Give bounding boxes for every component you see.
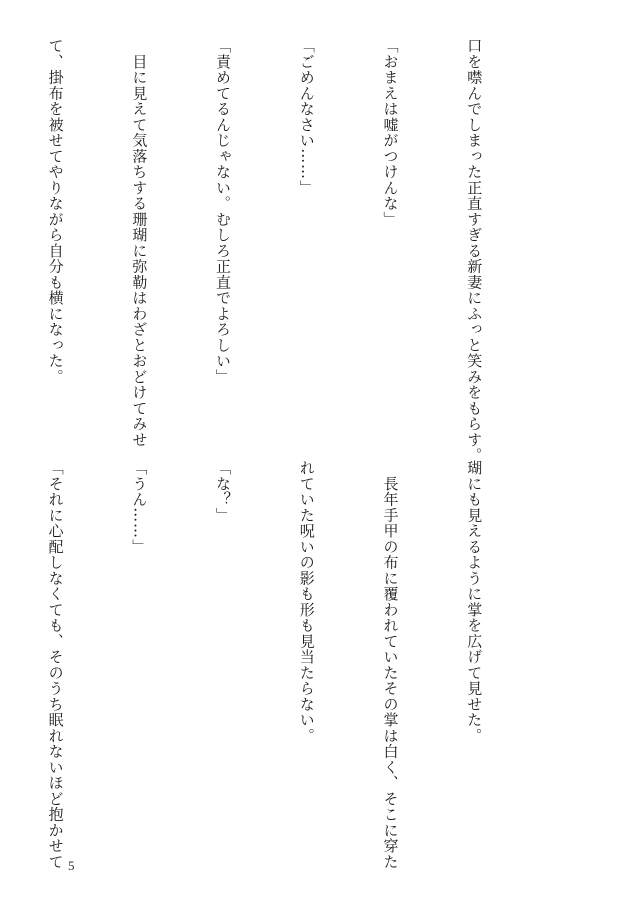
text-line: 瑚にも見えるように掌を広げて見せた。 (465, 460, 484, 744)
text-line: 目に見えて気落ちする珊瑚に弥勒はわざとおどけてみせ (130, 38, 149, 448)
text-line: 「それに心配しなくても、そのうち眠れないほど抱かせて (46, 460, 65, 870)
text-line: 口を噤んでしまった正直すぎる新妻にふっと笑みをもらす。 (465, 38, 484, 464)
text-line: 「な？」 (214, 460, 233, 523)
text-line: 「ごめんなさい……」 (297, 38, 316, 196)
text-line: て、掛布を被せてやりながら自分も横になった。 (46, 38, 65, 385)
text-line: 長年手甲の布に覆われていたその掌は白く、そこに穿た (381, 460, 400, 870)
text-line: 「責めてるんじゃない。むしろ正直でよろしい」 (214, 38, 233, 385)
top-text-block (0, 38, 543, 464)
bottom-text-block (0, 460, 543, 870)
text-line: れていた呪いの影も形も見当たらない。 (297, 460, 316, 744)
text-line: 「うん……」 (130, 460, 149, 555)
text-line: 「おまえは嘘がつけんな」 (381, 38, 400, 227)
page-number: 5 (68, 858, 75, 873)
